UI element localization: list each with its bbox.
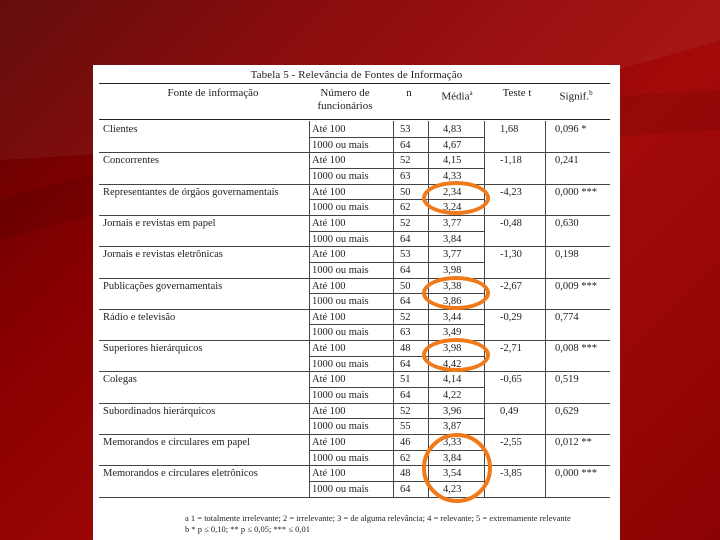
row-group-label: 1000 ou mais — [312, 139, 369, 151]
row-source-label: Memorandos e circulares em papel — [103, 437, 250, 448]
row-group-label: Até 100 — [312, 217, 346, 229]
row-source-label: Subordinados hierárquicos — [103, 405, 216, 417]
row-group-label: Até 100 — [312, 468, 346, 480]
row-signif-value: 0,630 — [555, 217, 579, 229]
row-media-value: 2,34 — [443, 186, 462, 198]
row-media-value: 3,86 — [443, 296, 462, 308]
row-source-label: Publicações governamentais — [103, 280, 223, 292]
row-n-value: 48 — [400, 343, 411, 355]
row-group-label: Até 100 — [312, 155, 346, 167]
highlight-circle-superiores — [422, 338, 490, 372]
row-teste-t-value: -0,48 — [500, 217, 522, 229]
row-group-label: 1000 ou mais — [312, 421, 369, 433]
row-group-label: Até 100 — [312, 405, 346, 417]
highlight-circle-representantes — [422, 181, 490, 215]
row-n-value: 64 — [400, 358, 411, 370]
row-separator-rule — [99, 184, 610, 185]
row-group-label: 1000 ou mais — [312, 358, 369, 370]
header-media: Média$^a$ — [441, 89, 473, 103]
row-n-value: 50 — [400, 280, 411, 292]
row-inner-rule — [309, 387, 484, 388]
row-separator-rule — [99, 340, 610, 341]
row-media-value: 3,98 — [443, 343, 462, 355]
row-source-label: Colegas — [103, 374, 137, 386]
footnote-scale: a 1 = totalmente irrelevante; 2 = irrelevante; 3 = de alguma relevância; 4 = relevante; 5 = extremamente relevante — [185, 513, 571, 523]
row-teste-t-value: -1,30 — [500, 249, 522, 261]
row-media-value: 4,33 — [443, 170, 462, 182]
row-group-label: Até 100 — [312, 249, 346, 261]
row-n-value: 52 — [400, 155, 411, 167]
row-n-value: 63 — [400, 327, 411, 339]
row-group-label: 1000 ou mais — [312, 296, 369, 308]
row-teste-t-value: 1,68 — [500, 124, 519, 135]
highlight-circle-publicacoes — [422, 276, 490, 310]
row-teste-t-value: -0,65 — [500, 374, 522, 386]
row-source-label: Jornais e revistas eletrônicas — [103, 249, 223, 261]
row-source-label: Rádio e televisão — [103, 311, 176, 323]
row-n-value: 52 — [400, 405, 411, 417]
row-signif-value: 0,774 — [555, 311, 579, 323]
column-divider — [309, 121, 310, 497]
header-fonte: Fonte de informação — [167, 87, 259, 99]
row-n-value: 63 — [400, 170, 411, 182]
row-group-label: 1000 ou mais — [312, 202, 369, 214]
row-n-value: 64 — [400, 390, 411, 401]
row-media-value: 4,14 — [443, 374, 462, 386]
row-n-value: 48 — [400, 468, 411, 480]
column-divider — [545, 121, 546, 497]
row-signif-value: 0,096 * — [555, 124, 587, 135]
row-group-label: 1000 ou mais — [312, 483, 369, 495]
row-teste-t-value: -2,71 — [500, 343, 522, 355]
row-signif-value: 0,008 *** — [555, 343, 597, 355]
column-divider — [484, 121, 485, 497]
row-group-label: Até 100 — [312, 280, 346, 292]
row-media-value: 3,24 — [443, 202, 462, 214]
row-n-value: 64 — [400, 483, 411, 495]
row-media-value: 3,38 — [443, 280, 462, 292]
row-media-value: 3,49 — [443, 327, 462, 339]
row-group-label: 1000 ou mais — [312, 327, 369, 339]
row-source-label: Superiores hierárquicos — [103, 343, 203, 355]
row-signif-value: 0,000 *** — [555, 468, 597, 480]
row-n-value: 46 — [400, 437, 411, 448]
header-numero: Número de funcionários — [317, 87, 373, 112]
row-teste-t-value: -4,23 — [500, 186, 522, 198]
row-signif-value: 0,012 ** — [555, 437, 592, 448]
row-group-label: Até 100 — [312, 343, 346, 355]
row-media-value: 3,98 — [443, 264, 462, 276]
row-n-value: 51 — [400, 374, 411, 386]
table-title: Tabela 5 - Relevância de Fontes de Informação — [250, 69, 463, 81]
row-media-value: 3,54 — [443, 468, 462, 480]
row-inner-rule — [309, 168, 484, 169]
table-document — [93, 65, 620, 540]
row-inner-rule — [309, 418, 484, 419]
row-teste-t-value: -2,67 — [500, 280, 522, 292]
row-group-label: Até 100 — [312, 124, 346, 135]
row-media-value: 4,83 — [443, 124, 462, 135]
row-media-value: 4,42 — [443, 358, 462, 370]
row-separator-rule — [99, 403, 610, 404]
row-teste-t-value: -3,85 — [500, 468, 522, 480]
row-teste-t-value: -2,55 — [500, 437, 522, 448]
header-rule — [99, 119, 610, 120]
row-n-value: 50 — [400, 186, 411, 198]
row-n-value: 64 — [400, 264, 411, 276]
row-signif-value: 0,241 — [555, 155, 579, 167]
row-media-value: 4,67 — [443, 139, 462, 151]
row-media-value: 3,84 — [443, 233, 462, 245]
row-group-label: Até 100 — [312, 374, 346, 386]
row-media-value: 4,22 — [443, 390, 462, 401]
row-n-value: 53 — [400, 124, 411, 135]
header-teste-t: Teste t — [502, 87, 532, 99]
row-separator-rule — [99, 278, 610, 279]
row-signif-value: 0,009 *** — [555, 280, 597, 292]
row-media-value: 3,44 — [443, 311, 462, 323]
row-group-label: Até 100 — [312, 437, 346, 448]
row-signif-value: 0,198 — [555, 249, 579, 261]
row-group-label: 1000 ou mais — [312, 170, 369, 182]
row-media-value: 3,84 — [443, 452, 462, 464]
row-separator-rule — [99, 152, 610, 153]
row-media-value: 3,96 — [443, 405, 462, 417]
row-source-label: Representantes de órgãos governamentais — [103, 186, 279, 198]
row-media-value: 3,77 — [443, 217, 462, 229]
row-n-value: 64 — [400, 139, 411, 151]
footnote-significance: b * p ≤ 0,10; ** p ≤ 0,05; *** ≤ 0,01 — [185, 524, 310, 534]
row-inner-rule — [309, 262, 484, 263]
row-n-value: 53 — [400, 249, 411, 261]
row-source-label: Memorandos e circulares eletrônicos — [103, 468, 258, 480]
row-n-value: 64 — [400, 233, 411, 245]
row-separator-rule — [99, 497, 610, 498]
row-n-value: 52 — [400, 311, 411, 323]
highlight-circle-memorandos — [422, 433, 492, 503]
row-source-label: Jornais e revistas em papel — [103, 217, 216, 229]
row-teste-t-value: -1,18 — [500, 155, 522, 167]
row-separator-rule — [99, 434, 610, 435]
row-group-label: 1000 ou mais — [312, 233, 369, 245]
row-group-label: 1000 ou mais — [312, 264, 369, 276]
row-separator-rule — [99, 246, 610, 247]
row-signif-value: 0,629 — [555, 405, 579, 417]
row-n-value: 64 — [400, 296, 411, 308]
row-media-value: 3,33 — [443, 437, 462, 448]
row-teste-t-value: -0,29 — [500, 311, 522, 323]
row-separator-rule — [99, 371, 610, 372]
row-group-label: 1000 ou mais — [312, 390, 369, 401]
row-group-label: Até 100 — [312, 311, 346, 323]
row-separator-rule — [99, 215, 610, 216]
row-source-label: Concorrentes — [103, 155, 159, 167]
row-media-value: 4,23 — [443, 483, 462, 495]
row-n-value: 52 — [400, 217, 411, 229]
row-group-label: Até 100 — [312, 186, 346, 198]
column-divider — [393, 121, 394, 497]
header-n: n — [406, 87, 412, 99]
row-group-label: 1000 ou mais — [312, 452, 369, 464]
row-separator-rule — [99, 309, 610, 310]
row-source-label: Clientes — [103, 124, 138, 135]
row-signif-value: 0,000 *** — [555, 186, 597, 198]
row-inner-rule — [309, 231, 484, 232]
header-signif: Signif.$^b$ — [559, 89, 593, 103]
row-media-value: 4,15 — [443, 155, 462, 167]
row-separator-rule — [99, 465, 610, 466]
row-media-value: 3,87 — [443, 421, 462, 433]
row-n-value: 55 — [400, 421, 411, 433]
row-teste-t-value: 0,49 — [500, 405, 519, 417]
row-n-value: 62 — [400, 202, 411, 214]
row-media-value: 3,77 — [443, 249, 462, 261]
row-inner-rule — [309, 324, 484, 325]
row-n-value: 62 — [400, 452, 411, 464]
column-divider — [428, 121, 429, 497]
top-rule — [99, 83, 610, 84]
row-inner-rule — [309, 137, 484, 138]
row-signif-value: 0,519 — [555, 374, 579, 386]
